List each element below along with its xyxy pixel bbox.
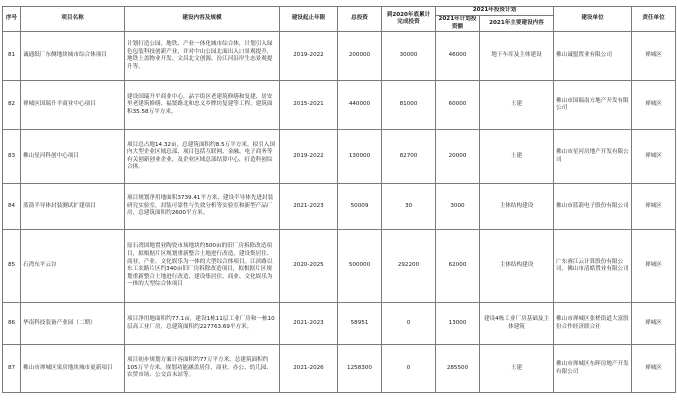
header-plan-invest: 2021年计划投资额 <box>436 16 480 32</box>
cell-content: 项目净用地面积约77.1亩，建设1栋11层工业厂房和一栋10层高工业厂房，总建筑面积约227763.69平方米。 <box>125 303 280 345</box>
cell-name: 诚通纸厂东侧地块城市综合体项目 <box>21 32 125 81</box>
cell-content: 项目规划净用地面积3739.41平方米，建设半导体先进封装研究实验室，封装可靠性与失效分析等实验室和新型产品厂房，总建筑面积约2600平方米。 <box>125 184 280 230</box>
header-seq: 序号 <box>3 7 21 32</box>
cell-plan-invest: 60000 <box>436 81 480 130</box>
cell-total: 500000 <box>338 230 382 303</box>
cell-unit: 佛山市蓝箭电子股份有限公司 <box>554 184 632 230</box>
cell-plan-content: 主体结构建设 <box>480 184 554 230</box>
table-row <box>3 345 676 393</box>
cell-plan-invest: 46000 <box>436 32 480 81</box>
cell-unit: 佛山市禅城区张槎街道大富股份合作经济联合社 <box>554 303 632 345</box>
cell-seq: 85 <box>3 230 21 303</box>
cell-seq: 87 <box>3 345 21 393</box>
cell-seq: 86 <box>3 303 21 345</box>
cell-unit: 佛山市禅城区东晖房地产开发有限公司 <box>554 345 632 393</box>
cell-dept: 禅城区 <box>632 345 676 393</box>
cell-total: 440000 <box>338 81 382 130</box>
cell-years: 2020-2025 <box>280 230 338 303</box>
project-table-container <box>2 6 675 393</box>
cell-content: 计划打造公园、地铁、产业一体化城市综合体，计划引入绿色包装科技创新产业，并对中山公园北面出入口景观提升，地铁上盖物业开发、文昌北文创源、汾江河沿岸生态景观提升等。 <box>125 32 280 81</box>
cell-dept: 禅城区 <box>632 230 676 303</box>
cell-total: 130000 <box>338 130 382 184</box>
cell-content: 项目总占地14.32亩，总建筑面积约8.5万平方米。拟引入国内大型企业区域总部、项目包括互联网、金融、电子商务等有关创新创业企业，及企业区域总部结算中心，打造科创综合体。 <box>125 130 280 184</box>
cell-unit: 佛山诚盟置业有限公司 <box>554 32 632 81</box>
cell-name: 禅城区国瑞升平商业中心项目 <box>21 81 125 130</box>
cell-by2020: 82700 <box>382 130 436 184</box>
cell-total: 50009 <box>338 184 382 230</box>
cell-by2020: 30 <box>382 184 436 230</box>
cell-years: 2021-2023 <box>280 303 338 345</box>
cell-dept: 禅城区 <box>632 184 676 230</box>
cell-by2020: 30000 <box>382 32 436 81</box>
table-row <box>3 81 676 130</box>
table-row <box>3 184 676 230</box>
cell-name: 华南科技装备产业园（二期） <box>21 303 125 345</box>
cell-plan-content: 土建 <box>480 345 554 393</box>
cell-unit: 佛山市星河房地产开发有限公司 <box>554 130 632 184</box>
cell-years: 2021-2026 <box>280 345 338 393</box>
cell-name: 石湾东平云谷 <box>21 230 125 303</box>
cell-unit: 佛山市国瑞南方地产开发有限公司 <box>554 81 632 130</box>
cell-seq: 84 <box>3 184 21 230</box>
cell-plan-invest: 13000 <box>436 303 480 345</box>
cell-plan-content: 地下车库及主体建设 <box>480 32 554 81</box>
header-plan2021: 2021年投资计划 <box>436 7 554 16</box>
header-dept: 责任单位 <box>632 7 676 32</box>
cell-content: 原石湾国地置业陶瓷市场地块约500亩的旧厂房拆除改造项目，拟根据片区规划重新整合土地进行改造，建设集居住、商业、产业、文化娱乐为一体的大型综合体项目。江滨路以东工农路片区约340亩旧厂房拆除改造项目，拟根据片区规划重新整合土地进行改造，建设集居住、商业、文化娱乐为一体的大型综合体项目 <box>125 230 280 303</box>
cell-unit: 广东睿江云计算股份有限公司、佛山市清皓置业有限公司 <box>554 230 632 303</box>
cell-years: 2019-2022 <box>280 32 338 81</box>
cell-by2020: 0 <box>382 345 436 393</box>
cell-by2020: 292200 <box>382 230 436 303</box>
cell-content: 建设国瑞升平商业中心，品字街区老建筑修缮和复建、居安里老建筑修缮、福贤路北和忠义乡牌坊复建等工程，建筑面积35.58万平方米。 <box>125 81 280 130</box>
cell-plan-invest: 285500 <box>436 345 480 393</box>
header-plan-content: 2021年主要建设内容 <box>480 16 554 32</box>
table-row <box>3 130 676 184</box>
cell-dept: 禅城区 <box>632 32 676 81</box>
cell-name: 佛山市禅城区果房地块城市更新项目 <box>21 345 125 393</box>
cell-dept: 禅城区 <box>632 303 676 345</box>
cell-total: 58951 <box>338 303 382 345</box>
project-table <box>2 6 676 393</box>
cell-by2020: 0 <box>382 303 436 345</box>
cell-plan-invest: 20000 <box>436 130 480 184</box>
cell-plan-content: 土建 <box>480 130 554 184</box>
cell-content: 项目初步规划方案计容面积约77万平方米，总建筑面积约105万平方米。规划功能涵盖居住、商业、办公、幼儿园、农贸市场、公交首末站等。 <box>125 345 280 393</box>
cell-seq: 82 <box>3 81 21 130</box>
header-by2020: 到2020年底累计完成投资 <box>382 7 436 32</box>
cell-plan-invest: 3000 <box>436 184 480 230</box>
cell-dept: 禅城区 <box>632 81 676 130</box>
cell-seq: 83 <box>3 130 21 184</box>
cell-years: 2019-2022 <box>280 130 338 184</box>
header-content: 建设内容及规模 <box>125 7 280 32</box>
cell-name: 蓝箭半导体封装测试扩建项目 <box>21 184 125 230</box>
cell-plan-content: 土建 <box>480 81 554 130</box>
cell-seq: 81 <box>3 32 21 81</box>
table-row <box>3 230 676 303</box>
cell-plan-content: 建设4栋工业厂房基础及主体建筑 <box>480 303 554 345</box>
cell-plan-invest: 62000 <box>436 230 480 303</box>
cell-name: 佛山星河科创中心项目 <box>21 130 125 184</box>
header-years: 建设起止年限 <box>280 7 338 32</box>
cell-by2020: 81000 <box>382 81 436 130</box>
cell-total: 1258300 <box>338 345 382 393</box>
cell-years: 2021-2023 <box>280 184 338 230</box>
header-unit: 建设单位 <box>554 7 632 32</box>
cell-total: 200000 <box>338 32 382 81</box>
table-row <box>3 303 676 345</box>
cell-dept: 禅城区 <box>632 130 676 184</box>
cell-plan-content: 主体结构建设 <box>480 230 554 303</box>
cell-years: 2015-2021 <box>280 81 338 130</box>
header-total: 总投资 <box>338 7 382 32</box>
header-name: 项目名称 <box>21 7 125 32</box>
table-row <box>3 32 676 81</box>
